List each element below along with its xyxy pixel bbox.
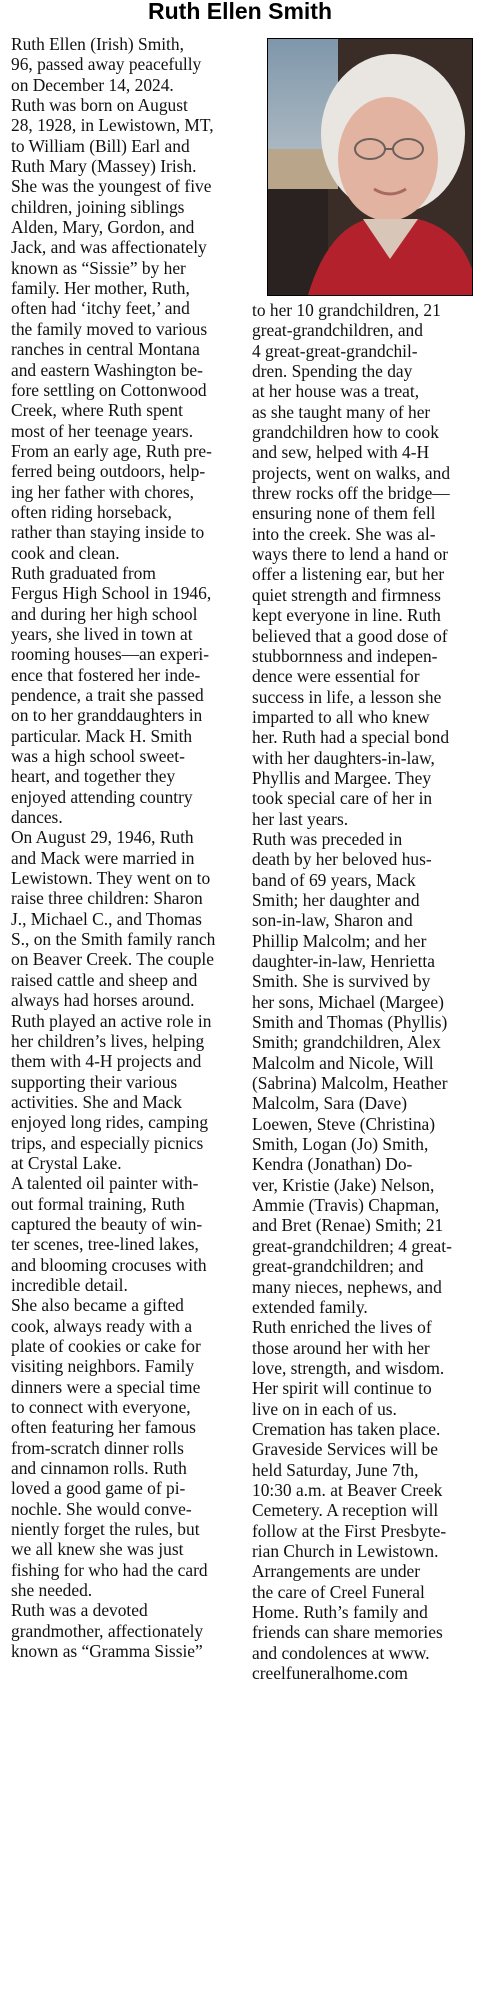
paragraph-6: She also became a gifted cook, always ready with a plate of cookies or cake for visiting neighbors. Family dinners were a special time to connect with everyone, often featuring her famous from-scratch dinner rolls and cinnamon rolls. Ruth loved a good game of pi- nochle. She would conve- niently forget the rules, but we all knew she was just fishing for who had the card she needed. — [11, 1295, 208, 1601]
paragraph-5: A talented oil painter with- out formal training, Ruth captured the beauty of win- ter scenes, tree-lined lakes, and blooming crocuses with incredible detail. — [11, 1173, 207, 1295]
paragraph-1: Ruth Ellen (Irish) Smith, 96, passed away peacefully on December 14, 2024. — [11, 34, 202, 95]
obituary-title: Ruth Ellen Smith — [148, 0, 332, 24]
paragraph-8: to her 10 grandchildren, 21 great-grandchildren, and 4 great-great-grandchil- dren. Spending the day at her house was a treat, as she taught many of her grandchildren how to cook and sew, helped with 4-H projects, went on walks, and threw rocks off the bridge— ensuring none of them fell into the creek. She was al- ways there to lend a hand or offer a listening ear, but her quiet strength and firmness kept everyone in line. Ruth believed that a good dose of stubbornness and indepen- dence were essential for success in life, a lesson she imparted to all who knew her. Ruth had a special bond with her daughters-in-law, Phyllis and Margee. They took special care of her in her last years. — [252, 300, 451, 829]
paragraph-12: Arrangements are under the care of Creel Funeral Home. Ruth’s family and friends can share memories and condolences at www. creelfuneralhome.com — [252, 1561, 443, 1684]
paragraph-3: Ruth graduated from Fergus High School in 1946, and during her high school years, she lived in town at rooming houses—an experi- ence that fostered her inde- pendence, a trait she passed on to her granddaughters in particular. Mack H. Smith was a high school sweet- heart, and together they enjoyed attending country dances. — [11, 562, 212, 828]
paragraph-7: Ruth was a devoted grandmother, affectionately known as “Gramma Sissie” — [11, 1600, 204, 1662]
portrait-photo — [267, 38, 473, 296]
right-column — [252, 300, 478, 1683]
paragraph-9: Ruth was preceded in death by her beloved hus- band of 69 years, Mack Smith; her daughter and son-in-law, Sharon and Phillip Malcolm; and her daughter-in-law, Henrietta Smith. She is survived by her sons, Michael (Margee) Smith and Thomas (Phyllis) Smith; grandchildren, Alex Malcolm and Nicole, Will (Sabrina) Malcolm, Heather Malcolm, Sara (Dave) Loewen, Steve (Christina) Smith, Logan (Jo) Smith, Kendra (Jonathan) Do- ver, Kristie (Jake) Nelson, Ammie (Travis) Chapman, and Bret (Renae) Smith; 21 great-grandchildren; 4 great- great-grandchildren; and many nieces, nephews, and extended family. — [252, 828, 452, 1317]
left-column — [11, 34, 244, 1662]
portrait-photo-icon — [268, 39, 472, 295]
paragraph-4: On August 29, 1946, Ruth and Mack were married in Lewistown. They went on to raise three children: Sharon J., Michael C., and Thomas S., on the Smith family ranch on Beaver Creek. The couple raised cattle and sheep and always had horses around. Ruth played an active role in her children’s lives, helping them with 4-H projects and supporting their various activities. She and Mack enjoyed long rides, camping trips, and especially picnics at Crystal Lake. — [11, 827, 216, 1173]
paragraph-11: Cremation has taken place. Graveside Services will be held Saturday, June 7th, 10:30 a.m. at Beaver Creek Cemetery. A reception will follow at the First Presbyte- rian Church in Lewistown. — [252, 1418, 447, 1561]
paragraph-2: Ruth was born on August 28, 1928, in Lewistown, MT, to William (Bill) Earl and Ruth Mary (Massey) Irish. She was the youngest of five children, joining siblings Alden, Mary, Gordon, and Jack, and was affectionately known as “Sissie” by her family. Her mother, Ruth, often had ‘itchy feet,’ and the family moved to various ranches in central Montana and eastern Washington be- fore settling on Cottonwood Creek, where Ruth spent most of her teenage years. From an early age, Ruth pre- ferred being outdoors, help- ing her father with chores, often riding horseback, rather than staying inside to cook and clean. — [11, 95, 214, 563]
paragraph-10: Ruth enriched the lives of those around her with her love, strength, and wisdom. Her spirit will continue to live on in each of us. — [252, 1317, 445, 1419]
